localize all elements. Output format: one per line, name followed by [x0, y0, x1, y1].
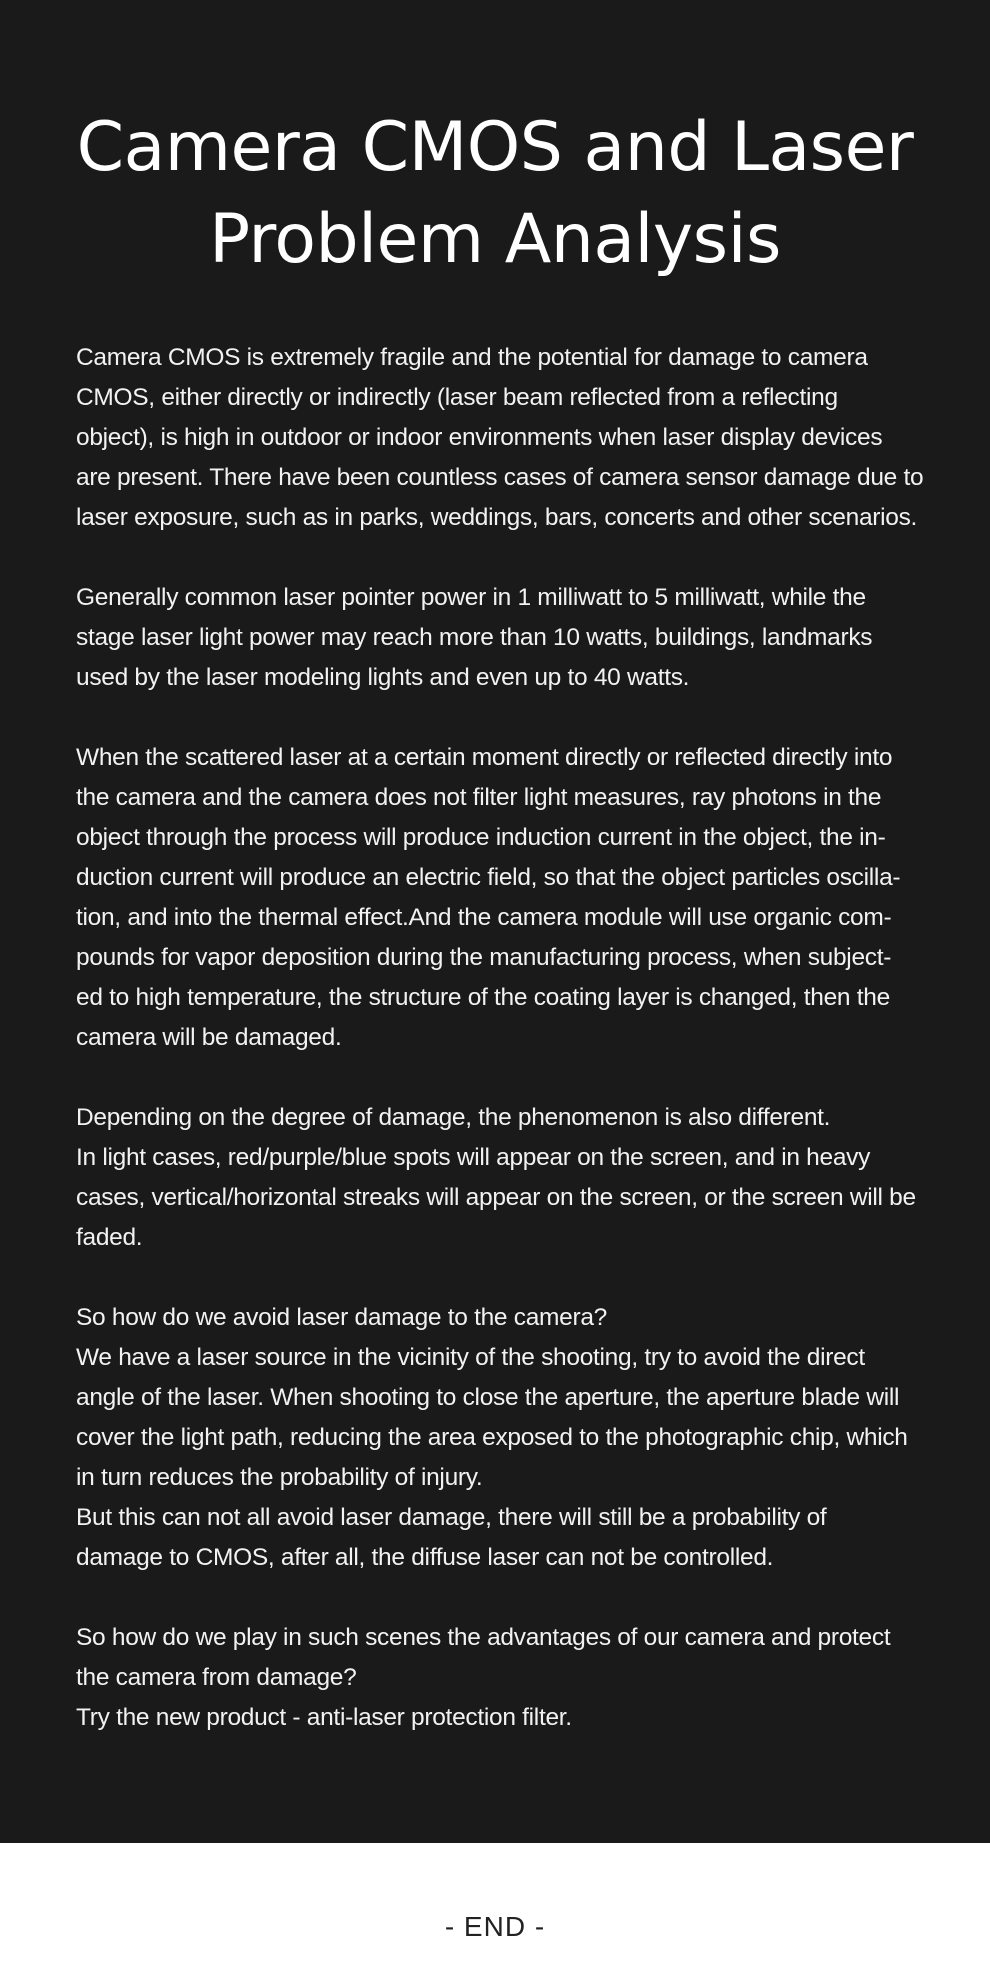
- text-line: laser exposure, such as in parks, weddings, bars, concerts and other scenarios.: [76, 504, 918, 531]
- paragraph-laser-power: [76, 578, 922, 698]
- paragraph-avoidance: [76, 1298, 922, 1578]
- paragraph-damage-mechanism: [76, 738, 922, 1058]
- text-line: angle of the laser. When shooting to close the aperture, the aperture blade will: [76, 1384, 900, 1411]
- text-line: Generally common laser pointer power in 1 milliwatt to 5 milliwatt, while the: [76, 584, 866, 611]
- page-title: [45, 102, 945, 286]
- text-line: Camera CMOS is extremely fragile and the potential for damage to camera: [76, 344, 868, 371]
- paragraph-damage-phenomena: [76, 1098, 922, 1258]
- end-label: - END -: [444, 1911, 546, 1942]
- text-line: the camera and the camera does not filter light measures, ray photons in the: [76, 784, 882, 811]
- text-line: pounds for vapor deposition during the manufacturing process, when subject-: [76, 944, 892, 971]
- text-line: When the scattered laser at a certain moment directly or reflected directly into: [76, 744, 893, 771]
- text-line: CMOS, either directly or indirectly (laser beam reflected from a reflecting: [76, 384, 838, 411]
- text-line: duction current will produce an electric field, so that the object particles oscilla-: [76, 864, 901, 891]
- text-line: damage to CMOS, after all, the diffuse laser can not be controlled.: [76, 1544, 774, 1571]
- article-body: [76, 338, 922, 1778]
- text-line: Depending on the degree of damage, the phenomenon is also different.: [76, 1104, 831, 1131]
- title-line: Problem Analysis: [209, 200, 781, 279]
- paragraph-intro: [76, 338, 922, 538]
- text-line: cover the light path, reducing the area exposed to the photographic chip, which: [76, 1424, 908, 1451]
- footer: [0, 1843, 990, 1983]
- text-line: faded.: [76, 1224, 143, 1251]
- text-line: cases, vertical/horizontal streaks will appear on the screen, or the screen will be: [76, 1184, 916, 1211]
- text-line: So how do we play in such scenes the advantages of our camera and protect: [76, 1624, 891, 1651]
- text-line: So how do we avoid laser damage to the camera?: [76, 1304, 607, 1331]
- text-line: the camera from damage?: [76, 1664, 357, 1691]
- text-line: camera will be damaged.: [76, 1024, 342, 1051]
- text-line: object through the process will produce induction current in the object, the in-: [76, 824, 886, 851]
- text-line: in turn reduces the probability of injury.: [76, 1464, 483, 1491]
- text-line: stage laser light power may reach more than 10 watts, buildings, landmarks: [76, 624, 873, 651]
- text-line: are present. There have been countless cases of camera sensor damage due to: [76, 464, 924, 491]
- paragraph-product: [76, 1618, 922, 1738]
- text-line: used by the laser modeling lights and even up to 40 watts.: [76, 664, 690, 691]
- text-line: object), is high in outdoor or indoor environments when laser display devices: [76, 424, 883, 451]
- text-line: But this can not all avoid laser damage, there will still be a probability of: [76, 1504, 827, 1531]
- text-line: ed to high temperature, the structure of the coating layer is changed, then the: [76, 984, 890, 1011]
- title-line: Camera CMOS and Laser: [76, 108, 914, 187]
- text-line: Try the new product - anti-laser protection filter.: [76, 1704, 572, 1731]
- text-line: tion, and into the thermal effect.And the camera module will use organic com-: [76, 904, 892, 931]
- text-line: In light cases, red/purple/blue spots will appear on the screen, and in heavy: [76, 1144, 871, 1171]
- text-line: We have a laser source in the vicinity of the shooting, try to avoid the direct: [76, 1344, 865, 1371]
